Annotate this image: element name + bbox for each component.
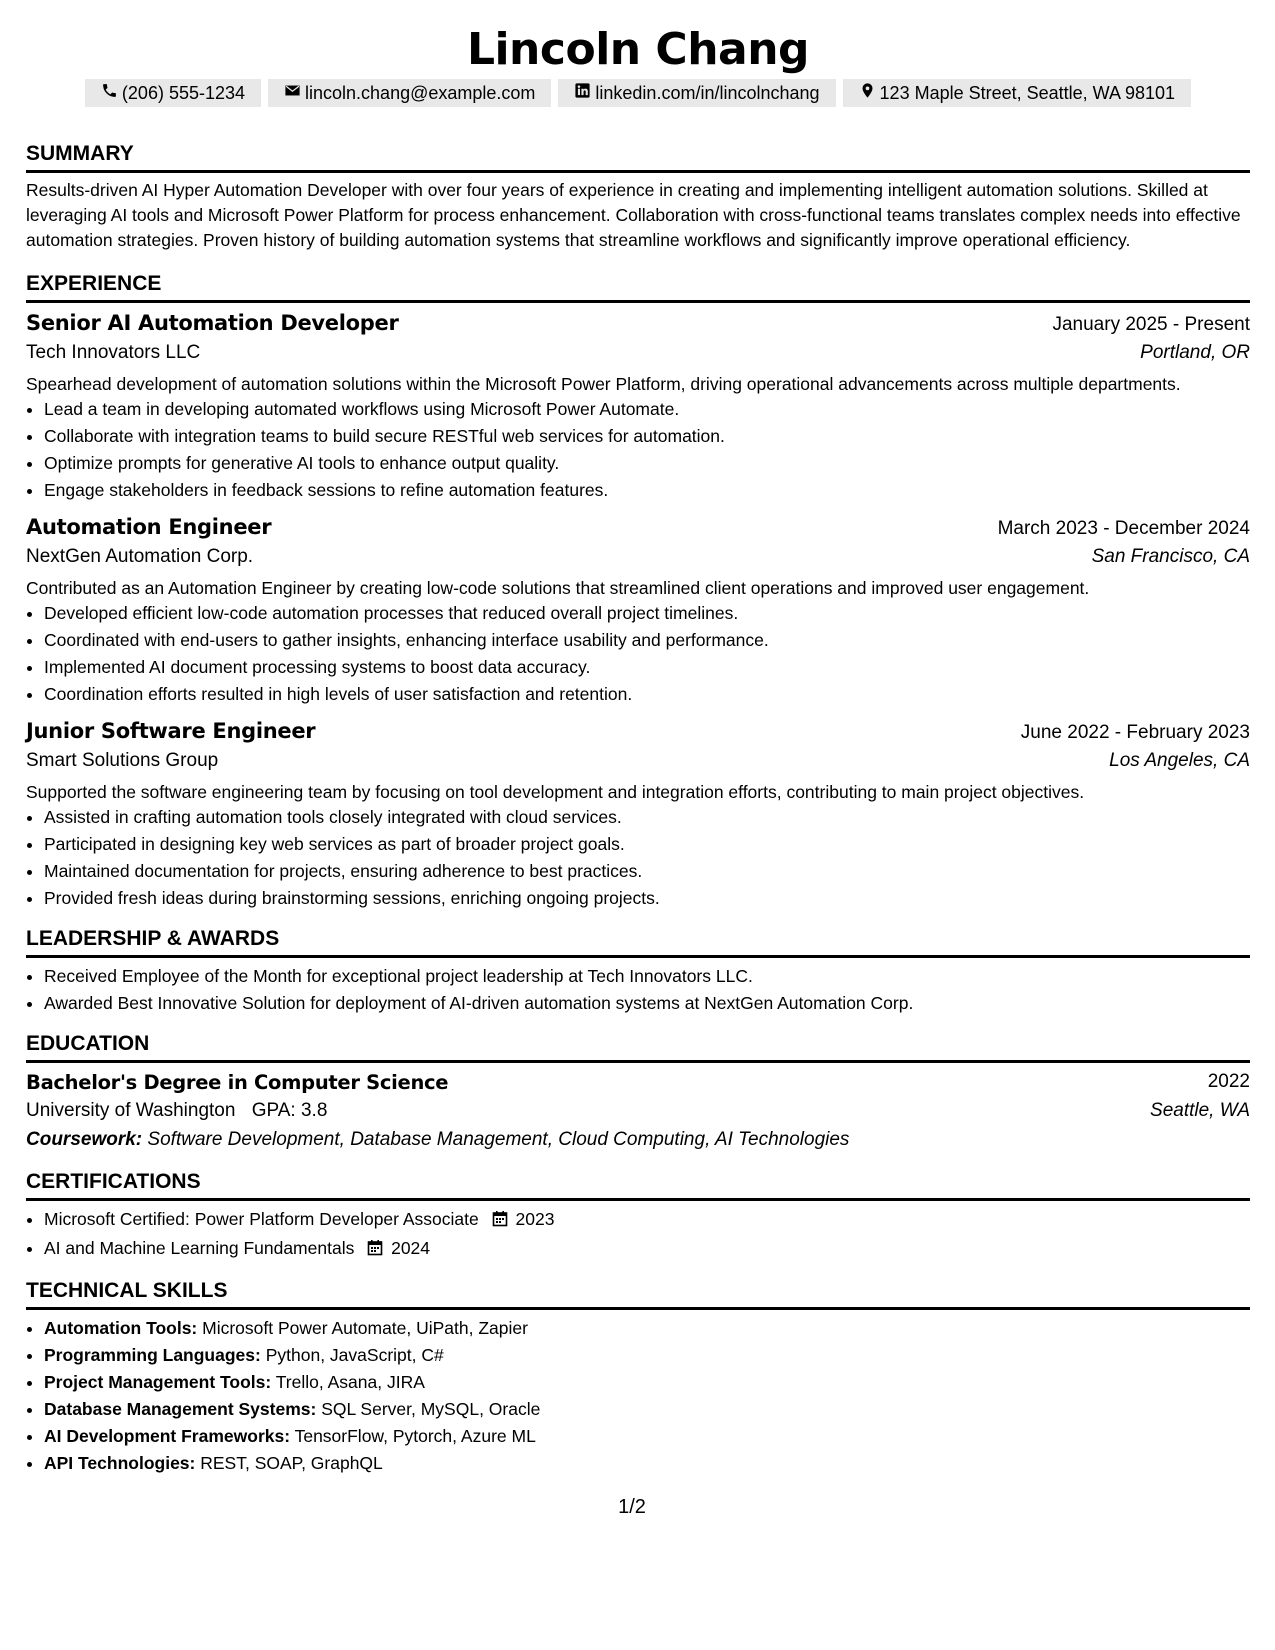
list-item: • Coordination efforts resulted in high levels of user satisfaction and retention. — [44, 681, 1250, 708]
email-text: lincoln.chang@example.com — [305, 83, 536, 103]
skill-label: Automation Tools: — [44, 1318, 198, 1338]
skill-label: Database Management Systems: — [44, 1399, 317, 1419]
job-location: San Francisco, CA — [1091, 546, 1250, 567]
skill-label: Project Management Tools: — [44, 1372, 272, 1392]
phone-text: (206) 555-1234 — [121, 83, 246, 103]
contact-bar — [26, 79, 1250, 107]
job-description: Spearhead development of automation solutions within the Microsoft Power Platform, driving operational advancements across multiple departments. — [26, 374, 1181, 394]
job-entry — [26, 311, 1250, 504]
list-item: • Coordinated with end-users to gather insights, enhancing interface usability and performance. — [44, 627, 1250, 654]
linkedin-text: linkedin.com/in/lincolnchang — [595, 83, 820, 103]
graduation-year: 2022 — [1207, 1071, 1250, 1092]
contact-email[interactable] — [268, 79, 551, 107]
map-pin-icon — [859, 79, 876, 107]
job-bullets — [26, 600, 1250, 708]
list-item — [44, 1396, 1250, 1423]
education-section — [26, 1031, 1250, 1151]
coursework — [26, 1129, 1250, 1151]
list-item — [44, 1423, 1250, 1450]
list-item — [44, 1206, 1250, 1235]
leadership-list — [26, 963, 1250, 1017]
experience-section — [26, 271, 1250, 912]
list-item — [44, 1369, 1250, 1396]
candidate-name: Lincoln Chang — [466, 24, 810, 75]
school-name: University of Washington — [26, 1100, 236, 1121]
calendar-icon — [367, 1237, 383, 1264]
experience-heading: EXPERIENCE — [26, 271, 1250, 303]
job-title: Senior AI Automation Developer — [26, 311, 399, 335]
address-text: 123 Maple Street, Seattle, WA 98101 — [879, 83, 1176, 103]
list-item: • Assisted in crafting automation tools closely integrated with cloud services. — [44, 804, 1250, 831]
list-item: • Optimize prompts for generative AI tools to enhance output quality. — [44, 450, 1250, 477]
skill-value: Trello, Asana, JIRA — [275, 1372, 425, 1392]
list-item: • Lead a team in developing automated workflows using Microsoft Power Automate. — [44, 396, 1250, 423]
leadership-section — [26, 926, 1250, 1017]
job-dates: January 2025 - Present — [1052, 314, 1250, 335]
list-item — [44, 1450, 1250, 1477]
job-title: Junior Software Engineer — [26, 719, 316, 743]
certifications-list — [26, 1206, 1250, 1264]
list-item: • Awarded Best Innovative Solution for deployment of AI-driven automation systems at NextGen Automation Corp. — [44, 990, 1250, 1017]
contact-linkedin[interactable] — [558, 79, 835, 107]
list-item — [44, 1315, 1250, 1342]
skill-label: Programming Languages: — [44, 1345, 261, 1365]
job-title: Automation Engineer — [26, 515, 272, 539]
summary-section — [26, 141, 1250, 253]
leadership-heading: LEADERSHIP & AWARDS — [26, 926, 1250, 958]
list-item: • Collaborate with integration teams to build secure RESTful web services for automation. — [44, 423, 1250, 450]
degree-title: Bachelor's Degree in Computer Science — [26, 1071, 449, 1094]
coursework-label: Coursework: — [26, 1129, 143, 1150]
page-number: 1/2 — [618, 1496, 646, 1518]
list-item: • Received Employee of the Month for exceptional project leadership at Tech Innovators LLC. — [44, 963, 1250, 990]
job-location: Los Angeles, CA — [1109, 750, 1250, 771]
job-company: Smart Solutions Group — [26, 750, 219, 771]
school-location: Seattle, WA — [1150, 1100, 1250, 1121]
contact-address[interactable] — [843, 79, 1192, 107]
skill-label: API Technologies: — [44, 1453, 196, 1473]
list-item: • Maintained documentation for projects, ensuring adherence to best practices. — [44, 858, 1250, 885]
certification-year: 2024 — [391, 1238, 431, 1258]
skills-section — [26, 1278, 1250, 1477]
certification-name: AI and Machine Learning Fundamentals — [44, 1238, 355, 1258]
job-company: NextGen Automation Corp. — [26, 546, 254, 567]
resume-page — [26, 0, 1250, 1518]
job-description: Supported the software engineering team by focusing on tool development and integration efforts, contributing to main project objectives. — [26, 782, 1085, 802]
list-item: • Engage stakeholders in feedback sessions to refine automation features. — [44, 477, 1250, 504]
list-item: • Implemented AI document processing systems to boost data accuracy. — [44, 654, 1250, 681]
skill-value: Python, JavaScript, C# — [265, 1345, 444, 1365]
skill-value: REST, SOAP, GraphQL — [200, 1453, 383, 1473]
certifications-heading: CERTIFICATIONS — [26, 1169, 1250, 1201]
list-item — [44, 1342, 1250, 1369]
certifications-section — [26, 1169, 1250, 1264]
skills-heading: TECHNICAL SKILLS — [26, 1278, 1250, 1310]
gpa: GPA: 3.8 — [251, 1100, 328, 1121]
list-item: • Provided fresh ideas during brainstorming sessions, enriching ongoing projects. — [44, 885, 1250, 912]
summary-heading: SUMMARY — [26, 141, 1250, 173]
calendar-icon — [492, 1208, 508, 1235]
job-dates: June 2022 - February 2023 — [1020, 722, 1250, 743]
skill-value: Microsoft Power Automate, UiPath, Zapier — [202, 1318, 528, 1338]
job-entry — [26, 515, 1250, 708]
job-description: Contributed as an Automation Engineer by creating low-code solutions that streamlined client operations and improved user engagement. — [26, 578, 1090, 598]
certification-name: Microsoft Certified: Power Platform Developer Associate — [44, 1209, 479, 1229]
list-item — [44, 1235, 1250, 1264]
job-entry — [26, 719, 1250, 912]
skill-value: SQL Server, MySQL, Oracle — [321, 1399, 541, 1419]
job-bullets — [26, 804, 1250, 912]
list-item: • Developed efficient low-code automation processes that reduced overall project timelines. — [44, 600, 1250, 627]
list-item: • Participated in designing key web services as part of broader project goals. — [44, 831, 1250, 858]
skills-list — [26, 1315, 1250, 1477]
job-location: Portland, OR — [1140, 342, 1250, 363]
job-dates: March 2023 - December 2024 — [997, 518, 1250, 539]
skill-value: TensorFlow, Pytorch, Azure ML — [294, 1426, 536, 1446]
job-company: Tech Innovators LLC — [26, 342, 201, 363]
certification-year: 2023 — [515, 1209, 555, 1229]
linkedin-icon — [574, 79, 591, 107]
summary-text: Results-driven AI Hyper Automation Developer with over four years of experience in creating and implementing intelligent automation solutions. Skilled at leveraging AI tools and Microsoft Power Platform for process enhancement. Collaboration with cross-functional teams translates complex needs into effective automation strategies. Proven history of building automation systems that streamline workflows and significantly improve operational efficiency. — [26, 180, 1241, 250]
contact-phone[interactable] — [85, 79, 261, 107]
envelope-icon — [284, 79, 301, 107]
job-bullets — [26, 396, 1250, 504]
coursework-list: Software Development, Database Management, Cloud Computing, AI Technologies — [147, 1129, 850, 1150]
phone-icon — [101, 79, 118, 107]
education-heading: EDUCATION — [26, 1031, 1250, 1063]
skill-label: AI Development Frameworks: — [44, 1426, 291, 1446]
